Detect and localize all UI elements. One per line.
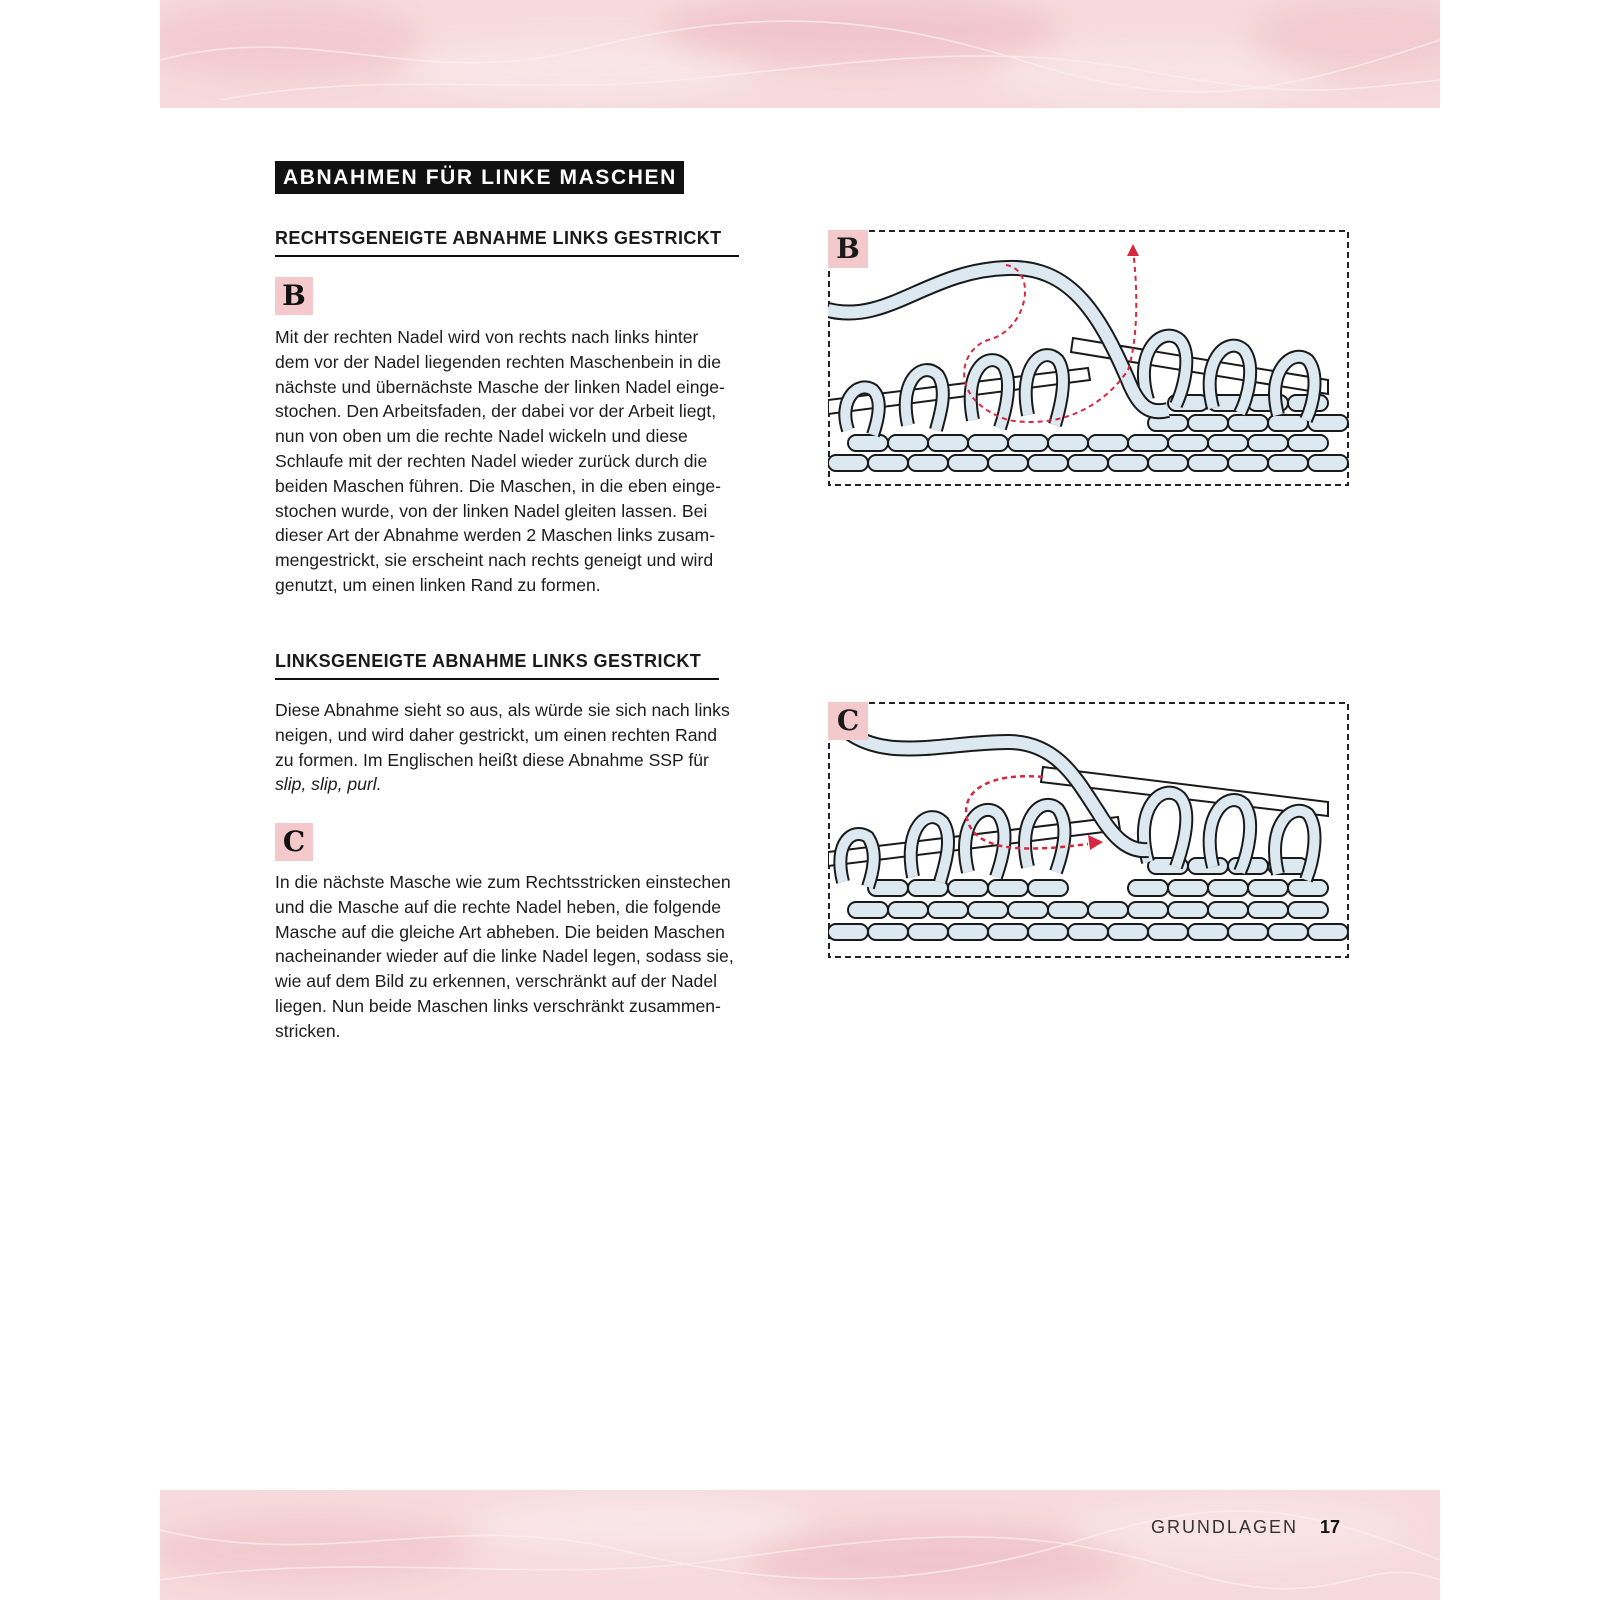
figure-label-c: C	[828, 702, 868, 740]
intro-text-italic: slip, slip, purl.	[275, 774, 382, 795]
page	[160, 0, 1440, 1600]
section-title: ABNAHMEN FÜR LINKE MASCHEN	[275, 161, 684, 194]
step-badge-c: C	[275, 823, 313, 861]
subsection-heading-right-leaning: RECHTSGENEIGTE ABNAHME LINKS GESTRICKT	[275, 227, 739, 257]
knitting-illustration-c	[828, 702, 1349, 958]
step-badge-b: B	[275, 277, 313, 315]
page-number: 17	[1319, 1517, 1340, 1537]
footer-marble-band	[160, 1490, 1440, 1600]
stitch-row-bottom	[828, 455, 1348, 471]
intro-text-main: Diese Abnahme sieht so aus, als würde sie sich nach links neigen, und wird daher gestrickt, um einen rechten Rand zu formen. Im Englischen heißt diese Abnahme SSP für	[275, 700, 730, 770]
header-marble-band	[160, 0, 1440, 108]
instruction-text-c: In die nächste Masche wie zum Rechtsstricken einstechen und die Masche auf die rechte Nadel heben, die folgende Masche auf die gleiche Art abheben. Die beiden Maschen nacheinander wieder auf die linke Nadel legen, sodass sie, wie auf dem Bild zu erkennen, verschränkt auf der Nadel liegen. Nun beide Maschen links verschränkt zusammen- stricken.	[275, 872, 734, 1041]
figure-label-b: B	[828, 230, 868, 268]
page-footer	[1151, 1517, 1340, 1538]
instruction-text-b: Mit der rechten Nadel wird von rechts nach links hinter dem vor der Nadel liegenden rechten Maschenbein in die nächste und übernächste Masche der linken Nadel einge- stochen. Den Arbeitsfaden, der dabei vor der Arbeit liegt, nun von oben um die rechte Nadel wickeln und diese Schlaufe mit der rechten Nadel wieder zurück durch die beiden Maschen führen. Die Maschen, in die eben einge- stochen wurde, von der linken Nadel gleiten lassen. Bei dieser Art der Abnahme werden 2 Maschen links zusam- mengestrickt, sie erscheint nach rechts geneigt und wird genutzt, um einen linken Rand zu formen.	[275, 327, 725, 595]
subsection-heading-left-leaning: LINKSGENEIGTE ABNAHME LINKS GESTRICKT	[275, 650, 719, 680]
intro-text-ssp	[275, 698, 795, 797]
knitting-illustration-b	[828, 230, 1349, 486]
footer-section-name: GRUNDLAGEN	[1150, 1517, 1298, 1537]
